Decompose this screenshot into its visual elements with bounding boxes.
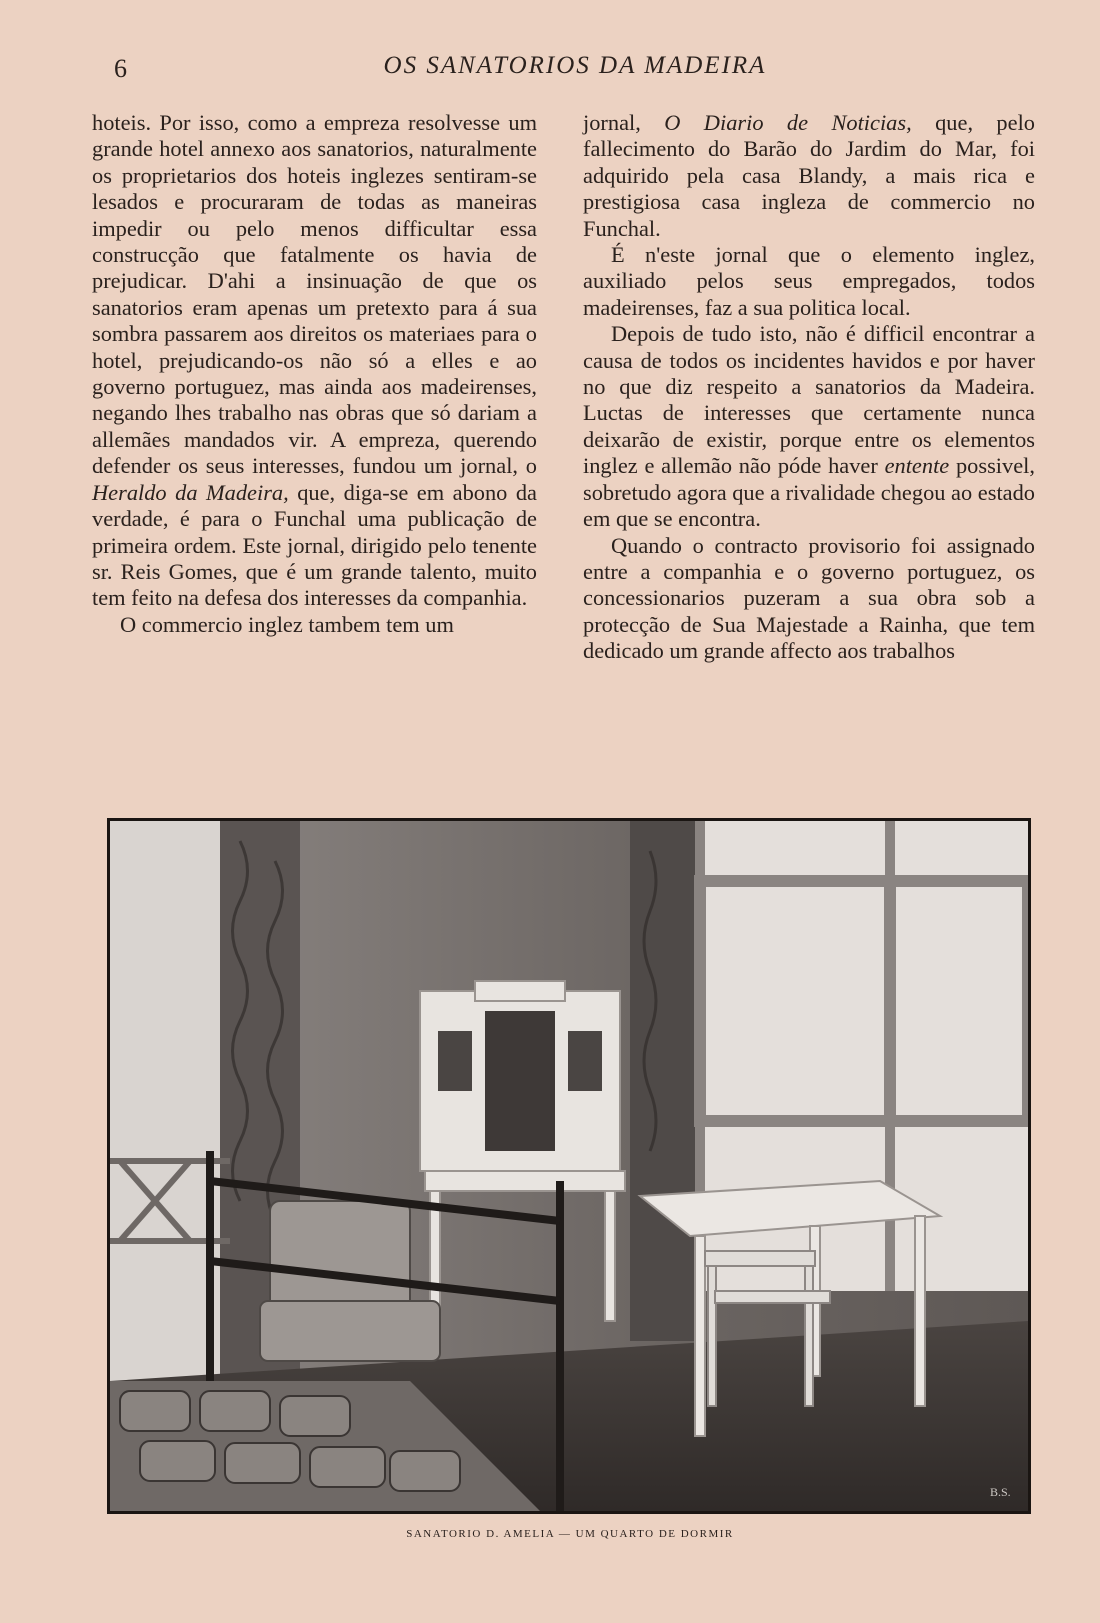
paragraph-text: que, diga-se em abono da verdade, é para o Funchal uma publicação de primeira ordem. Este jornal, dirigido pelo tenente sr. Reis Gomes, que é um grande talento, muito tem feito na defesa dos interesses da companhia.	[92, 479, 537, 611]
newspaper-title: Heraldo da Madeira,	[92, 479, 289, 505]
left-column	[92, 110, 537, 638]
paragraph	[583, 242, 1035, 321]
photo-illustration	[110, 821, 1028, 1511]
paragraph	[92, 110, 537, 612]
paragraph-text: jornal,	[583, 110, 641, 135]
paragraph	[583, 533, 1035, 665]
bedroom-photograph	[107, 818, 1031, 1514]
paragraph-text: hoteis. Por isso, como a empreza resolvesse um grande hotel annexo aos sanatorios, naturalmente os proprietarios dos hoteis inglezes sentiram-se lesados e procuraram de todas as maneiras impedir ou pelo menos difficultar essa construcção que fatalmente os havia de prejudicar. D'ahi a insinuação de que os sanatorios eram apenas um pretexto para á sua sombra passarem aos direitos os materiaes para o hotel, prejudicando-os não só a elles e ao governo portuguez, mas ainda aos madeirenses, negando lhes trabalho nas obras que só dariam a allemães mandados vir. A empreza, querendo defender os seus interesses, fundou um jornal, o	[92, 110, 537, 479]
newspaper-title: O Diario de Noticias,	[664, 110, 912, 135]
paragraph-text: Depois de tudo isto, não é difficil encontrar a causa de todos os incidentes havidos e por haver no que diz respeito a sanatorios da Madeira. Luctas de interesses que certamente nunca deixarão de existir, porque entre os elementos inglez e allemão não póde haver	[583, 321, 1035, 479]
paragraph-text: O commercio inglez tambem tem um	[120, 611, 454, 637]
paragraph	[583, 321, 1035, 532]
paragraph-text: É n'este jornal que o elemento inglez, auxiliado pelos seus empregados, todos madeirenses, faz a sua politica local.	[583, 242, 1035, 320]
paragraph	[583, 110, 1035, 242]
paragraph-text: Quando o contracto provisorio foi assignado entre a companhia e o governo portuguez, os concessionarios puzeram a sua obra sob a protecção de Sua Majestade a Rainha, que tem dedicado um grande affecto aos trabalhos	[583, 532, 1035, 664]
paragraph-text: que, pelo fallecimento do Barão do Jardim do Mar, foi adquirido pela casa Blandy, a mais rica e prestigiosa casa ingleza de commercio no Funchal.	[583, 110, 1035, 241]
running-head: OS SANATORIOS DA MADEIRA	[383, 52, 767, 79]
figure-caption: SANATORIO D. AMELIA — UM QUARTO DE DORMIR	[406, 1528, 734, 1540]
paragraph-text: possivel, sobretudo agora que a rivalidade chegou ao estado em que se encontra.	[583, 453, 1035, 532]
italic-term: entente	[884, 453, 950, 479]
page-number: 6	[114, 54, 128, 83]
right-column	[583, 110, 1035, 665]
paragraph	[92, 612, 537, 638]
photo-signature: B.S.	[990, 1485, 1011, 1499]
